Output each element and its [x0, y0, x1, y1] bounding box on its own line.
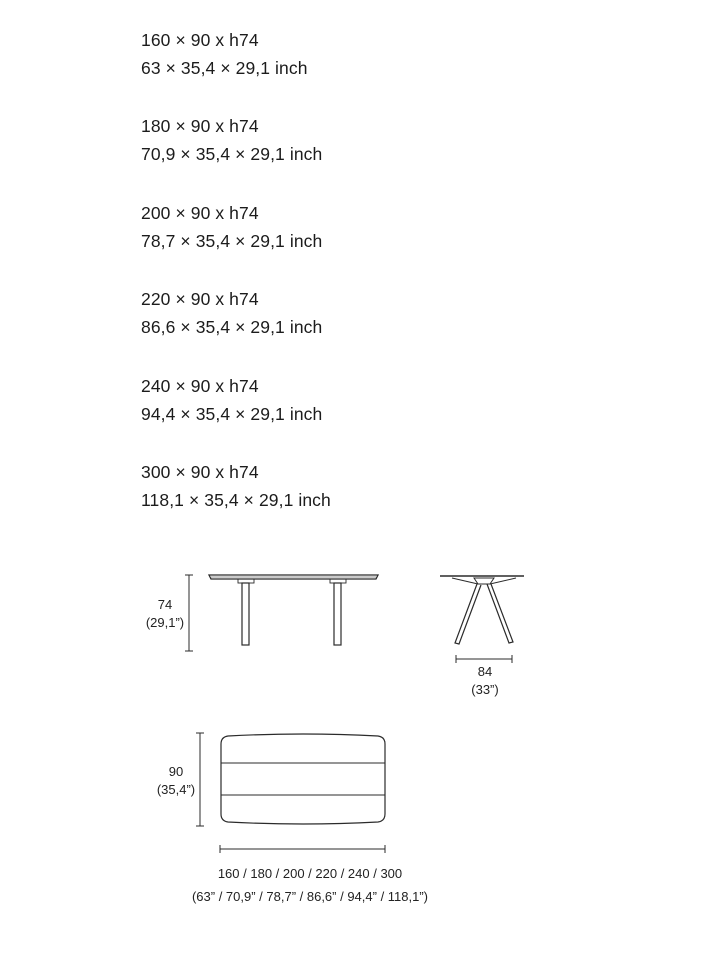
depth-dimension-label	[148, 763, 204, 799]
length-dimension-label	[160, 862, 460, 908]
size-inch: 78,7 × 35,4 × 29,1 inch	[141, 230, 323, 251]
size-cm: 180 × 90 x h74	[141, 116, 259, 137]
length-cm: 160 / 180 / 200 / 220 / 240 / 300	[217, 866, 403, 881]
leg-span-inch: (33”)	[471, 682, 499, 697]
size-cm: 240 × 90 x h74	[141, 375, 259, 396]
size-inch: 63 × 35,4 × 29,1 inch	[141, 58, 308, 78]
height-cm: 74	[157, 597, 173, 612]
plan-view	[196, 733, 385, 853]
size-cm: 200 × 90 x h74	[141, 202, 259, 223]
front-leg-left	[455, 584, 481, 644]
size-inch: 118,1 × 35,4 × 29,1 inch	[141, 489, 331, 510]
plan-tabletop	[221, 734, 385, 824]
height-dimension-label	[138, 596, 192, 632]
side-view	[185, 575, 378, 651]
size-cm: 220 × 90 x h74	[141, 289, 259, 310]
depth-cm: 90	[168, 764, 184, 779]
leg-span-dimension-label	[458, 663, 512, 699]
front-leg-hub	[474, 578, 494, 584]
front-view	[440, 576, 524, 663]
depth-inch: (35,4”)	[156, 782, 196, 797]
length-inch: (63” / 70,9” / 78,7” / 86,6” / 94,4” / 118,1”)	[191, 889, 429, 904]
side-leg-left	[242, 583, 249, 645]
side-leg-right	[334, 583, 341, 645]
size-cm: 160 × 90 x h74	[141, 30, 259, 50]
size-inch: 70,9 × 35,4 × 29,1 inch	[141, 144, 323, 165]
height-inch: (29,1”)	[145, 615, 185, 630]
front-leg-right	[487, 584, 513, 643]
leg-span-cm: 84	[477, 664, 493, 679]
size-inch: 94,4 × 35,4 × 29,1 inch	[141, 403, 323, 424]
size-inch: 86,6 × 35,4 × 29,1 inch	[141, 317, 323, 338]
size-cm: 300 × 90 x h74	[141, 461, 259, 482]
